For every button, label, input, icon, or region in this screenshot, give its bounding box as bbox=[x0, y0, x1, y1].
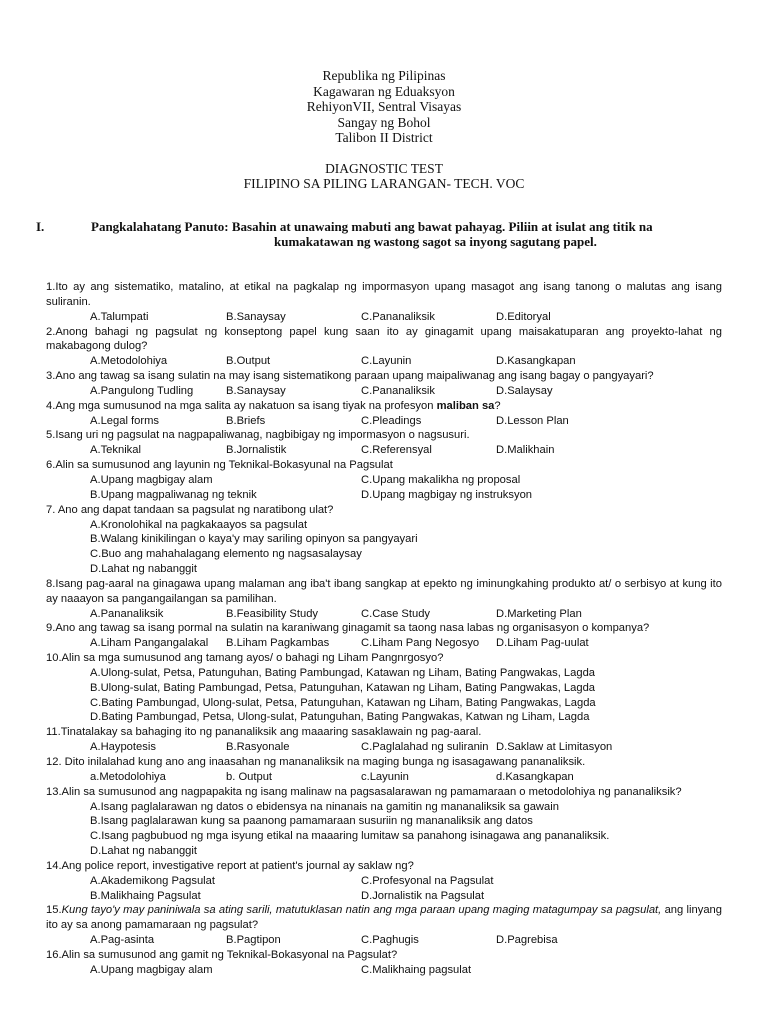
answer-choice: A.Pangulong Tudling bbox=[90, 384, 194, 397]
question-stem: 5.Isang uri ng pagsulat na nagpapaliwanag, nagbibigay ng impormasyon o nagsusuri. bbox=[46, 429, 470, 442]
answer-choice: c.Layunin bbox=[361, 770, 409, 783]
answer-choice: D.Saklaw at Limitasyon bbox=[496, 741, 613, 754]
answer-choice: A.Upang magbigay alam bbox=[90, 963, 213, 976]
answer-choice: D.Marketing Plan bbox=[496, 607, 582, 620]
document-header bbox=[0, 68, 768, 192]
answer-choice: C.Buo ang mahahalagang elemento ng nagsasalaysay bbox=[90, 548, 362, 561]
question-item bbox=[46, 903, 722, 948]
question-stem: 12. Dito inilalahad kung ano ang inaasahan ng mananaliksik na maging bunga ng isasagawang pananaliksik. bbox=[46, 756, 586, 768]
answer-choice: D.Kasangkapan bbox=[496, 355, 576, 368]
answer-choice: B.Pagtipon bbox=[226, 934, 281, 947]
answer-choice: B.Sanaysay bbox=[226, 384, 286, 397]
answer-choice: A.Ulong-sulat, Petsa, Patunguhan, Bating Pambungad, Katawan ng Liham, Bating Pangwakas, Lagda bbox=[90, 666, 596, 679]
choice-row bbox=[46, 636, 722, 651]
question-emphasis: maliban sa bbox=[436, 399, 495, 412]
choice-row bbox=[46, 488, 722, 503]
answer-choice: B.Malikhaing Pagsulat bbox=[90, 889, 201, 902]
answer-choice: A.Teknikal bbox=[90, 444, 141, 457]
header-district: Talibon II District bbox=[335, 130, 433, 145]
answer-choice: D.Jornalistik na Pagsulat bbox=[361, 889, 485, 902]
answer-choice: C.Case Study bbox=[361, 607, 431, 620]
answer-choice: d.Kasangkapan bbox=[496, 770, 574, 783]
question-item bbox=[46, 428, 722, 458]
header-department: Kagawaran ng Eduaksyon bbox=[313, 83, 455, 99]
answer-choice: A.Isang paglalarawan ng datos o ebidensya na ninanais na gamitin ng mananaliksik sa gawain bbox=[90, 800, 559, 813]
answer-choice: A.Metodolohiya bbox=[90, 355, 168, 368]
choice-row bbox=[46, 933, 722, 948]
question-stem: 14.Ang police report, investigative report at patient's journal ay saklaw ng? bbox=[46, 859, 414, 872]
choice-row bbox=[46, 874, 722, 889]
question-list bbox=[46, 280, 722, 978]
answer-choice: D.Bating Pambungad, Petsa, Ulong-sulat, Patunguhan, Bating Pangwakas, Katwan ng Liham, Lagda bbox=[90, 711, 590, 724]
answer-choice: A.Haypotesis bbox=[90, 741, 156, 754]
answer-choice: C.Layunin bbox=[361, 355, 412, 368]
question-item bbox=[46, 369, 722, 399]
question-item bbox=[46, 755, 722, 785]
answer-choice: C.Liham Pang Negosyo bbox=[361, 637, 480, 650]
section-number: I. bbox=[36, 219, 45, 234]
question-item bbox=[46, 325, 722, 370]
answer-choice: C.Pananaliksik bbox=[361, 310, 435, 323]
answer-choice: C.Pleadings bbox=[361, 414, 422, 427]
question-item bbox=[46, 503, 722, 577]
answer-choice: B.Output bbox=[226, 355, 271, 368]
answer-choice: B.Ulong-sulat, Bating Pambungad, Petsa, Patunguhan, Katawan ng Liham, Bating Pangwakas, Lagda bbox=[90, 681, 596, 694]
answer-choice: A.Pananaliksik bbox=[90, 607, 164, 620]
choice-row bbox=[46, 889, 722, 904]
answer-choice: b. Output bbox=[226, 770, 273, 783]
answer-choice: D.Salaysay bbox=[496, 384, 553, 397]
answer-choice: D.Lahat ng nabanggit bbox=[90, 845, 197, 858]
choice-row bbox=[46, 384, 722, 399]
answer-choice: A.Kronolohikal na pagkakaayos sa pagsulat bbox=[90, 518, 308, 531]
answer-choice: B.Feasibility Study bbox=[226, 607, 319, 620]
answer-choice: D.Lesson Plan bbox=[496, 414, 569, 427]
question-stem: 1.Ito ay ang sistematiko, matalino, at etikal na pagkalap ng impormasyon upang masagot ang isang tanong o malutas ang isang suliranin. bbox=[46, 281, 722, 308]
answer-choice: C.Pananaliksik bbox=[361, 384, 435, 397]
header-region: RehiyonVII, Sentral Visayas bbox=[306, 99, 462, 114]
answer-choice: a.Metodolohiya bbox=[90, 770, 166, 783]
answer-choice: C.Profesyonal na Pagsulat bbox=[361, 874, 494, 887]
answer-choice: B.Walang kinikilingan o kaya'y may sariling opinyon sa pangyayari bbox=[90, 533, 418, 546]
answer-choice: D.Editoryal bbox=[496, 310, 551, 323]
question-stem: 16.Alin sa sumusunod ang gamit ng Teknikal-Bokasyonal na Pagsulat? bbox=[46, 948, 398, 961]
choice-row bbox=[46, 414, 722, 429]
answer-choice: B.Upang magpaliwanag ng teknik bbox=[90, 488, 257, 501]
answer-choice: B.Sanaysay bbox=[226, 310, 286, 323]
answer-choice: C.Isang pagbubuod ng mga isyung etikal na maaaring lumitaw sa panahong isinagawa ang pananaliksik. bbox=[90, 830, 610, 843]
answer-choice: A.Liham Pangangalakal bbox=[90, 637, 209, 650]
answer-choice: D.Pagrebisa bbox=[496, 934, 558, 947]
question-item bbox=[46, 577, 722, 622]
answer-choice: A.Upang magbigay alam bbox=[90, 473, 213, 486]
choice-row bbox=[46, 443, 722, 458]
question-item bbox=[46, 399, 722, 429]
answer-choice: B.Isang paglalarawan kung sa paanong pamamaraan susuriin ng mananaliksik ang datos bbox=[90, 815, 533, 828]
question-item bbox=[46, 651, 722, 725]
answer-choice: A.Talumpati bbox=[90, 310, 149, 323]
answer-choice: C.Paghugis bbox=[361, 934, 419, 947]
question-stem: 4.Ang mga sumusunod na mga salita ay nakatuon sa isang tiyak na profesyon maliban sa? bbox=[46, 399, 501, 412]
question-stem: 2.Anong bahagi ng pagsulat ng konseptong papel kung saan ito ay ginagamit upang maisakatuparan ang proyekto-lahat ng makabagong dulog? bbox=[46, 325, 722, 353]
answer-choice: C.Paglalahad ng suliranin bbox=[361, 741, 489, 754]
question-quote: Kung tayo'y may paniniwala sa ating sarili, matutuklasan natin ang mga paraan upang maging matagumpay sa pagsulat, bbox=[61, 904, 662, 917]
answer-choice: B.Briefs bbox=[226, 414, 266, 427]
choice-row bbox=[46, 473, 722, 488]
choice-row bbox=[46, 354, 722, 369]
question-item bbox=[46, 948, 722, 978]
answer-choice: C.Malikhaing pagsulat bbox=[361, 963, 472, 976]
question-item bbox=[46, 859, 722, 904]
question-stem: 7. Ano ang dapat tandaan sa pagsulat ng naratibong ulat? bbox=[46, 503, 334, 516]
question-item bbox=[46, 621, 722, 651]
question-stem: 9.Ano ang tawag sa isang pormal na sulatin na karaniwang ginagamit sa taong nasa labas ng organisasyon o kompanya? bbox=[46, 622, 650, 635]
choice-row bbox=[46, 963, 722, 978]
test-subject: FILIPINO SA PILING LARANGAN- TECH. VOC bbox=[243, 176, 525, 191]
header-republic: Republika ng Pilipinas bbox=[322, 68, 446, 83]
question-stem: 15.Kung tayo'y may paniniwala sa ating sarili, matutuklasan natin ang mga paraan upang maging matagumpay sa pagsulat, ang linyang ito ay sa anong pamamaraan ng pagsulat? bbox=[46, 904, 722, 932]
question-stem: 8.Isang pag-aaral na ginagawa upang malaman ang iba't ibang sangkap at epekto ng iminungkahing produkto at/ o serbisyo at kung ito ay naaayon sa pangangailangan sa pamilihan. bbox=[46, 577, 722, 605]
answer-choice: A.Pag-asinta bbox=[90, 934, 155, 947]
answer-choice: D.Lahat ng nabanggit bbox=[90, 563, 197, 576]
question-stem: 3.Ano ang tawag sa isang sulatin na may isang sistematikong paraan upang maipaliwanag ang isang bagay o pangyayari? bbox=[46, 370, 654, 383]
answer-choice: C.Upang makalikha ng proposal bbox=[361, 473, 521, 486]
header-division: Sangay ng Bohol bbox=[337, 114, 431, 130]
answer-choice: C.Referensyal bbox=[361, 444, 432, 457]
choice-row bbox=[46, 740, 722, 755]
answer-choice: D.Liham Pag-uulat bbox=[496, 637, 589, 650]
answer-choice: D.Malikhain bbox=[496, 444, 555, 457]
choice-row bbox=[46, 770, 722, 785]
question-stem: 6.Alin sa sumusunod ang layunin ng Teknikal-Bokasyunal na Pagsulat bbox=[46, 459, 393, 472]
question-stem: 10.Alin sa mga sumusunod ang tamang ayos/ o bahagi ng Liham Pangnrgosyo? bbox=[46, 652, 444, 665]
choice-row bbox=[46, 310, 722, 325]
choice-row bbox=[46, 607, 722, 622]
question-item bbox=[46, 458, 722, 503]
question-stem: 13.Alin sa sumusunod ang nagpapakita ng isang malinaw na pagsasalarawan ng pamamaraan o metodolohiya ng pananaliksik? bbox=[46, 785, 682, 798]
answer-choice: B.Jornalistik bbox=[226, 444, 287, 457]
test-title: DIAGNOSTIC TEST bbox=[325, 160, 443, 176]
instructions-line-2: kumakatawan ng wastong sagot sa inyong sagutang papel. bbox=[274, 234, 597, 249]
question-stem: 11.Tinatalakay sa bahaging ito ng pananaliksik ang maaaring sasaklawain ng pag-aaral. bbox=[46, 726, 482, 739]
question-item bbox=[46, 280, 722, 325]
answer-choice: B.Rasyonale bbox=[226, 741, 290, 754]
question-item bbox=[46, 725, 722, 755]
question-item bbox=[46, 785, 722, 859]
answer-choice: B.Liham Pagkambas bbox=[226, 637, 330, 650]
answer-choice: A.Legal forms bbox=[90, 414, 160, 427]
answer-choice: A.Akademikong Pagsulat bbox=[90, 874, 216, 887]
answer-choice: D.Upang magbigay ng instruksyon bbox=[361, 488, 533, 501]
answer-choice: C.Bating Pambungad, Ulong-sulat, Petsa, Patunguhan, Katawan ng Liham, Bating Pangwakas, Lagda bbox=[90, 696, 596, 709]
instructions-line-1: Pangkalahatang Panuto: Basahin at unawaing mabuti ang bawat pahayag. Piliin at isulat ang titik na bbox=[91, 219, 653, 234]
